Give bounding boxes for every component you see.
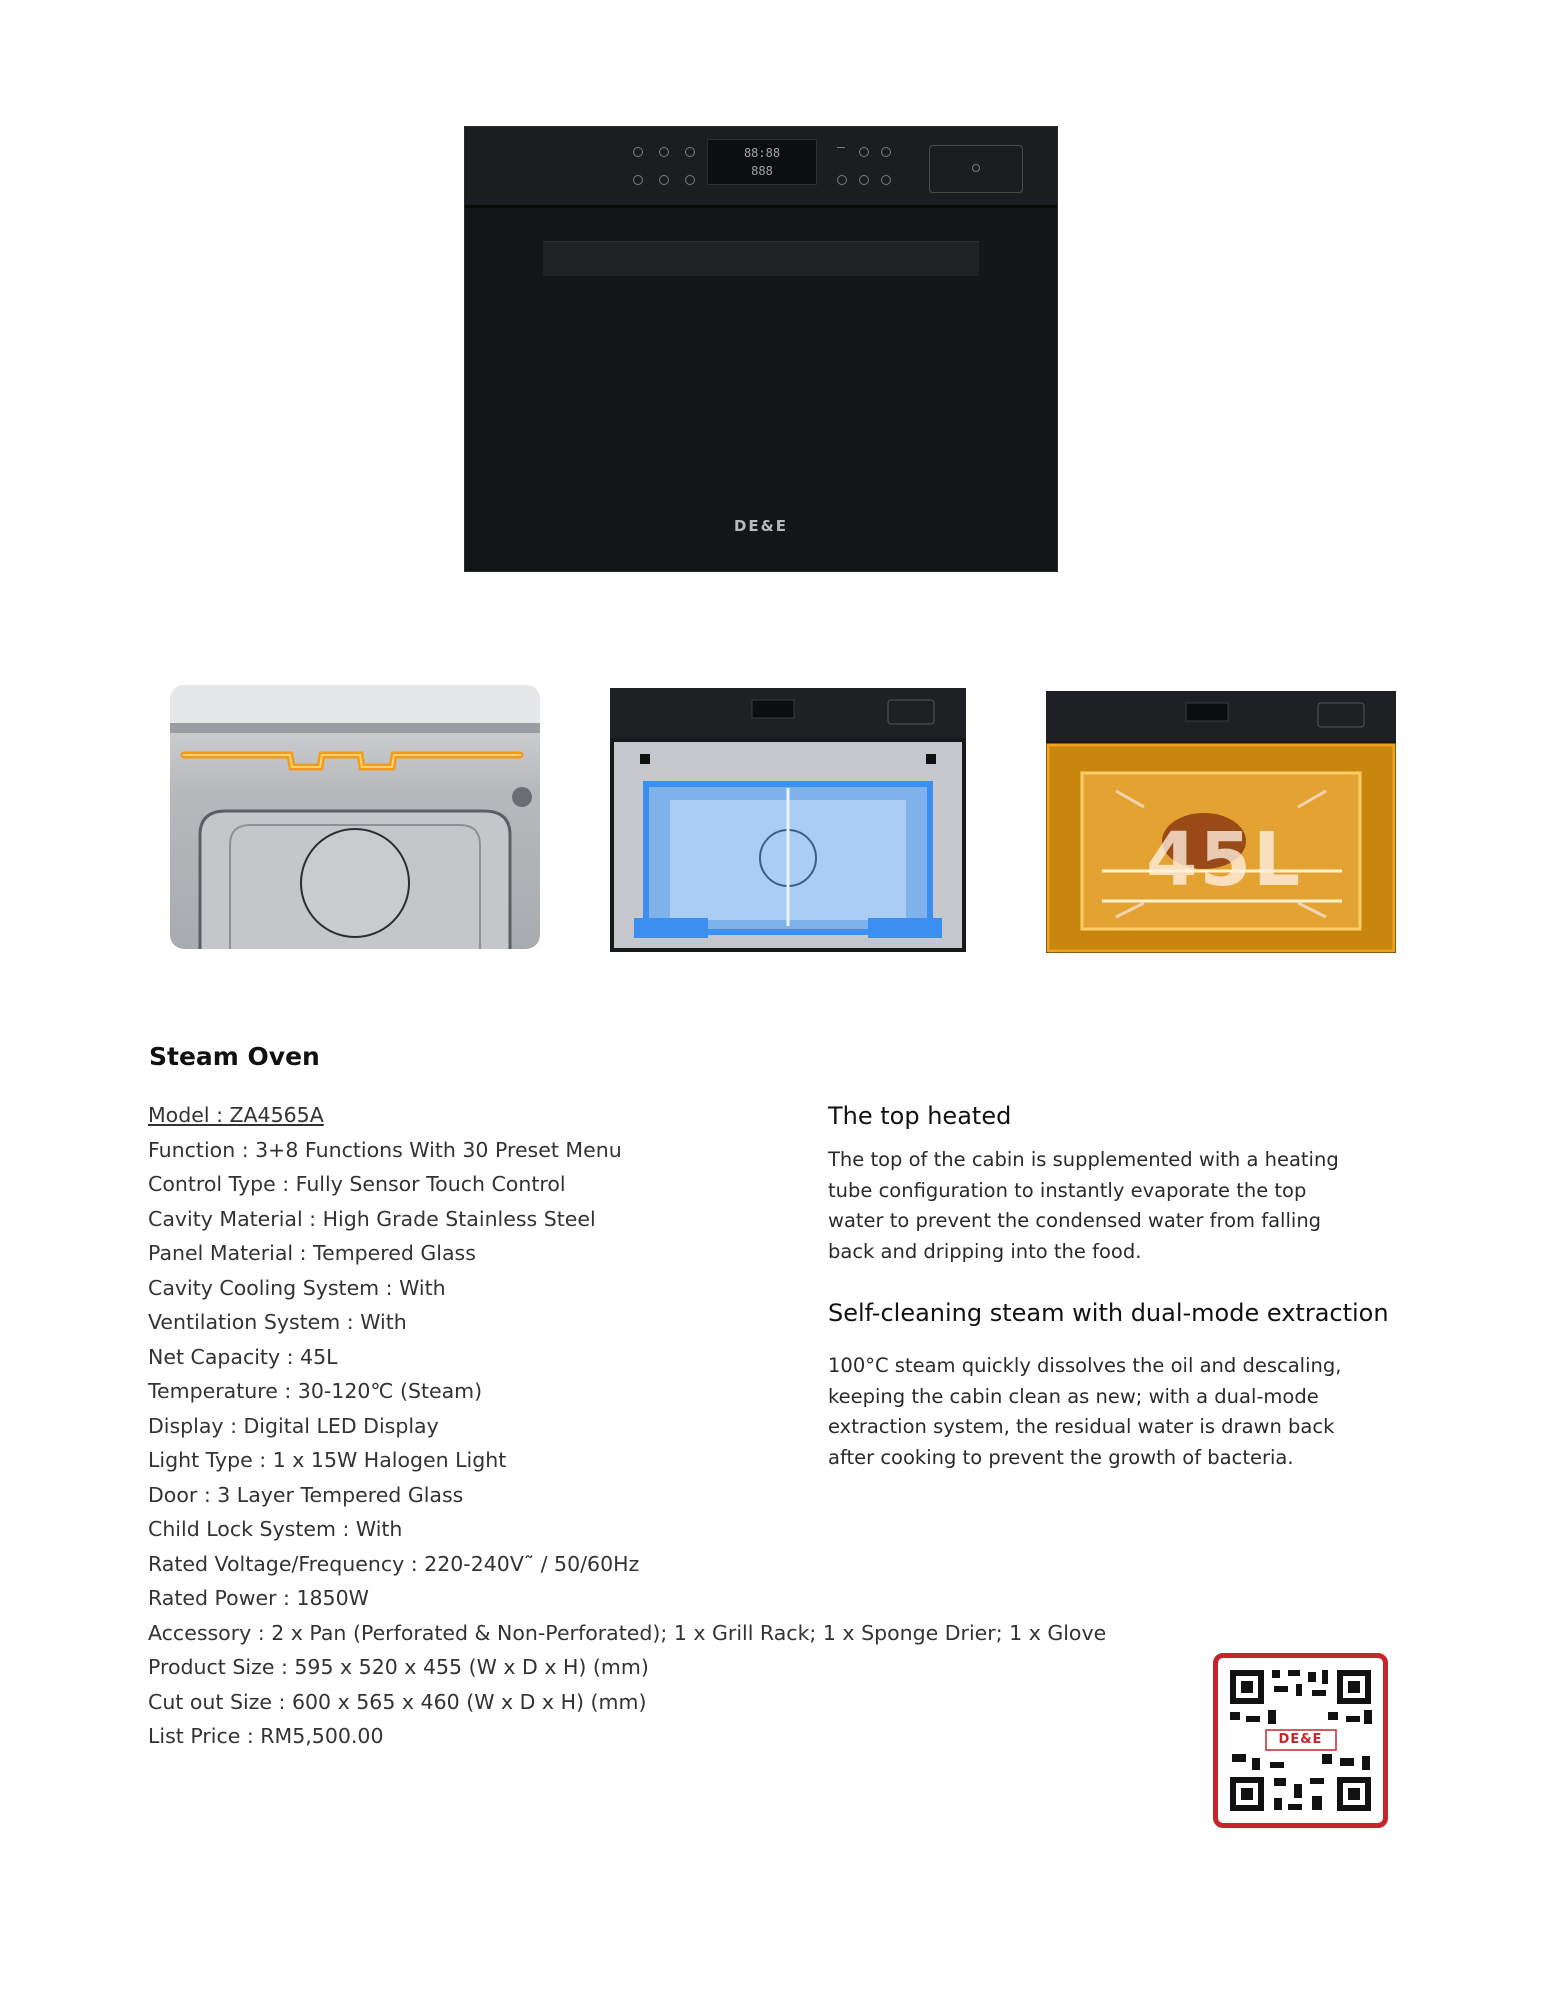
fan-icon <box>685 147 695 157</box>
minus-icon <box>837 147 845 148</box>
product-title: Steam Oven <box>149 1042 320 1071</box>
lock-icon <box>685 175 695 185</box>
feature-body-self-cleaning: 100°C steam quickly dissolves the oil and descaling, keeping the cabin clean as new; with a dual-mode extraction system, the residual water is drawn back after cooking to prevent the growth of bacteria. <box>828 1354 1342 1469</box>
thumbnail-steam-cavity <box>610 688 966 952</box>
timer-icon <box>659 147 669 157</box>
hero-oven-image <box>464 126 1058 572</box>
feature-body-top-heated: The top of the cabin is supplemented with a heating tube configuration to instantly evaporate the top water to prevent the condensed water from falling back and dripping into the food. <box>828 1148 1339 1263</box>
spec-door: Door : 3 Layer Tempered Glass <box>148 1482 464 1507</box>
spec-function: Function : 3+8 Functions With 30 Preset Menu <box>148 1137 622 1162</box>
spec-child-lock: Child Lock System : With <box>148 1517 403 1541</box>
clock-icon <box>659 175 669 185</box>
door-handle <box>543 241 979 276</box>
plus-icon <box>859 147 869 157</box>
qr-brand-logo: DE&E <box>1278 1732 1323 1747</box>
thumbnail-top-heating <box>170 685 540 949</box>
thumbnail-capacity <box>1046 691 1396 953</box>
steam-icon <box>837 175 847 185</box>
power-icon <box>633 147 643 157</box>
feature-title-self-cleaning: Self-cleaning steam with dual-mode extraction <box>828 1299 1389 1327</box>
spec-cavity-material: Cavity Material : High Grade Stainless Steel <box>148 1206 596 1231</box>
spec-control-type: Control Type : Fully Sensor Touch Control <box>148 1172 566 1196</box>
spec-ventilation: Ventilation System : With <box>148 1310 407 1334</box>
spec-rated-power: Rated Power : 1850W <box>148 1586 369 1610</box>
spec-panel-material: Panel Material : Tempered Glass <box>148 1241 476 1265</box>
menu-icon <box>633 175 643 185</box>
light-icon <box>859 175 869 185</box>
spec-temperature: Temperature : 30-120℃ (Steam) <box>148 1379 483 1403</box>
feature-title-top-heated: The top heated <box>828 1102 1012 1130</box>
display-line-1: 88:88 <box>743 146 781 160</box>
steam-cavity-illustration <box>610 688 966 952</box>
heating-illustration <box>170 685 540 949</box>
spec-rated-voltage: Rated Voltage/Frequency : 220-240V˜ / 50/60Hz <box>148 1551 640 1576</box>
brand-logo: DE&E <box>733 517 789 535</box>
spec-display: Display : Digital LED Display <box>148 1413 439 1438</box>
control-panel <box>465 127 1057 208</box>
spec-cavity-cooling: Cavity Cooling System : With <box>148 1275 446 1300</box>
touch-icon <box>972 164 980 172</box>
qr-code <box>1213 1653 1388 1828</box>
start-icon <box>881 175 891 185</box>
info-icon <box>881 147 891 157</box>
spec-product-size: Product Size : 595 x 520 x 455 (W x D x H) (mm) <box>148 1655 649 1679</box>
spec-list-price: List Price : RM5,500.00 <box>148 1724 384 1748</box>
spec-accessory: Accessory : 2 x Pan (Perforated & Non-Perforated); 1 x Grill Rack; 1 x Sponge Drier; 1 x Glove <box>148 1620 1107 1645</box>
display-line-2: 888 <box>751 164 773 178</box>
spec-cutout-size: Cut out Size : 600 x 565 x 460 (W x D x H) (mm) <box>148 1689 647 1714</box>
model-number: Model : ZA4565A <box>148 1103 324 1127</box>
spec-light-type: Light Type : 1 x 15W Halogen Light <box>148 1448 507 1472</box>
spec-net-capacity: Net Capacity : 45L <box>148 1344 338 1369</box>
led-display <box>707 139 817 185</box>
water-tank-button <box>929 145 1023 193</box>
capacity-label: 45L <box>1146 817 1303 903</box>
